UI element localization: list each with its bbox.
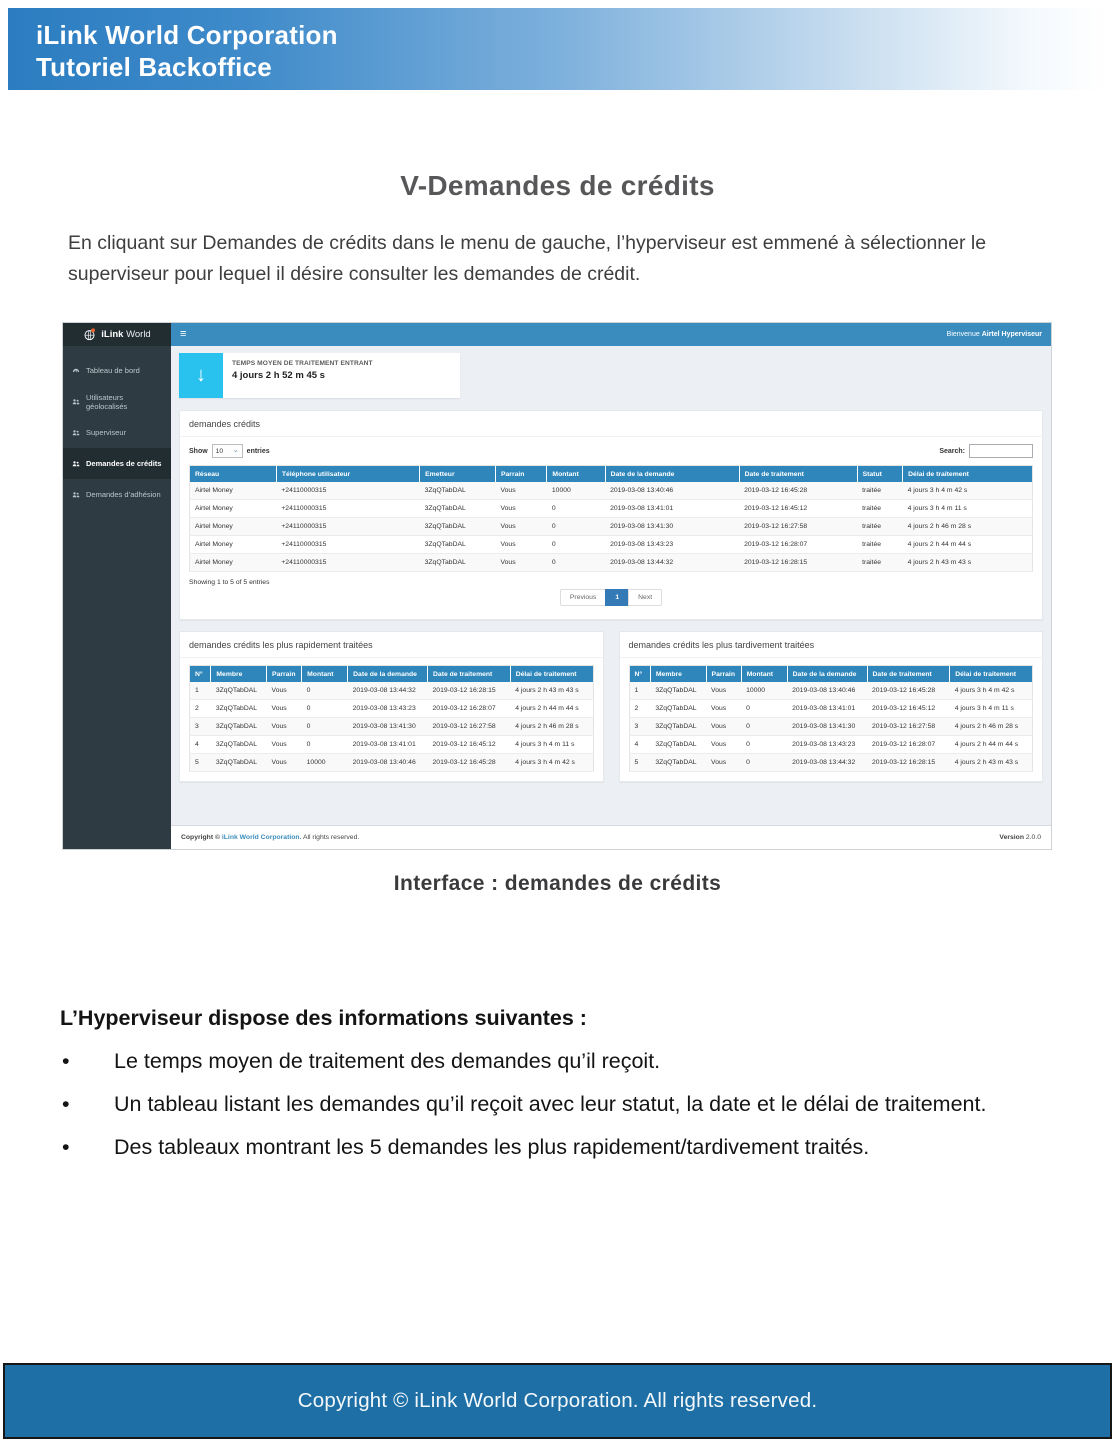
table-cell: 0	[302, 718, 348, 736]
panel-title: demandes crédits les plus tardivement traitées	[620, 632, 1043, 658]
panel-title: demandes crédits	[180, 411, 1042, 437]
app-sidebar	[63, 346, 171, 849]
table-cell: 2019-03-08 13:43:23	[787, 736, 867, 754]
bullet-item	[60, 1090, 1065, 1119]
table-cell: Vous	[495, 536, 546, 554]
panel-body	[180, 437, 1042, 619]
table-cell: 2019-03-12 16:27:58	[867, 718, 950, 736]
table-cell: traitée	[857, 536, 903, 554]
table-cell: 5	[190, 754, 211, 772]
table-cell: 2019-03-08 13:44:32	[787, 754, 867, 772]
table-cell: 4 jours 2 h 46 m 28 s	[510, 718, 593, 736]
table-cell: 3ZqQTabDAL	[420, 554, 496, 572]
table-cell: 5	[629, 754, 650, 772]
table-cell: 3ZqQTabDAL	[650, 682, 706, 700]
table-cell: 3ZqQTabDAL	[211, 700, 267, 718]
column-header[interactable]: Parrain	[267, 666, 302, 683]
table-cell: 4 jours 3 h 4 m 42 s	[903, 482, 1033, 500]
column-header[interactable]: Téléphone utilisateur	[276, 466, 419, 483]
column-header[interactable]: Parrain	[495, 466, 546, 483]
table-cell: Vous	[495, 500, 546, 518]
app-screenshot	[62, 322, 1052, 850]
table-cell: 4 jours 2 h 44 m 44 s	[950, 736, 1033, 754]
table-cell: 2019-03-08 13:41:30	[787, 718, 867, 736]
column-header[interactable]: Membre	[650, 666, 706, 683]
table-cell: 2019-03-12 16:45:28	[739, 482, 857, 500]
app-body	[63, 346, 1051, 849]
sidebar-item-label: Tableau de bord	[86, 366, 140, 375]
intro-paragraph: En cliquant sur Demandes de crédits dans le menu de gauche, l’hyperviseur est emmené à sélectionner le superviseur pour lequel il désire consulter les demandes de crédit.	[68, 232, 987, 285]
table-cell: 0	[302, 736, 348, 754]
table-row	[629, 682, 1033, 700]
table-cell: 2019-03-12 16:28:07	[428, 700, 511, 718]
search-input[interactable]	[969, 444, 1033, 458]
bullet-item	[60, 1047, 1065, 1076]
table-cell: 4 jours 3 h 4 m 11 s	[903, 500, 1033, 518]
column-header[interactable]: Parrain	[706, 666, 741, 683]
table-cell: Airtel Money	[190, 536, 277, 554]
bullet-text: Le temps moyen de traitement des demandes qu’il reçoit.	[114, 1049, 661, 1073]
table-cell: 4 jours 2 h 46 m 28 s	[903, 518, 1033, 536]
table-cell: +24110000315	[276, 500, 419, 518]
document-footer-text: Copyright © iLink World Corporation. All rights reserved.	[297, 1389, 818, 1412]
app-footer-version: Version 2.0.0	[999, 834, 1041, 841]
info-heading: L’Hyperviseur dispose des informations suivantes :	[60, 1006, 587, 1030]
table-cell: 4	[190, 736, 211, 754]
entries-label: entries	[246, 447, 270, 455]
table-cell: +24110000315	[276, 536, 419, 554]
table-cell: 2019-03-08 13:44:32	[348, 682, 428, 700]
table-cell: 3ZqQTabDAL	[650, 736, 706, 754]
table-cell: 2019-03-12 16:28:15	[867, 754, 950, 772]
table-cell: Vous	[706, 754, 741, 772]
table-controls	[189, 444, 1033, 458]
app-content	[171, 346, 1051, 849]
table-cell: Airtel Money	[190, 500, 277, 518]
table-cell: 2019-03-12 16:45:28	[867, 682, 950, 700]
table-cell: 3ZqQTabDAL	[420, 482, 496, 500]
bullet-text: Des tableaux montrant les 5 demandes les plus rapidement/tardivement traités.	[114, 1135, 870, 1159]
table-cell: traitée	[857, 500, 903, 518]
info-section	[60, 1006, 1065, 1176]
table-cell: 3ZqQTabDAL	[420, 536, 496, 554]
table-cell: traitée	[857, 554, 903, 572]
previous-page-button[interactable]: Previous	[560, 589, 606, 606]
column-header[interactable]: N°	[190, 666, 211, 683]
table-cell: Vous	[267, 682, 302, 700]
table-cell: 2019-03-08 13:43:23	[605, 536, 739, 554]
table-cell: 0	[741, 754, 787, 772]
table-cell: Vous	[706, 682, 741, 700]
table-cell: 0	[547, 536, 605, 554]
bullet-dot: •	[62, 1049, 70, 1073]
header-company-line: iLink World Corporation	[36, 20, 338, 50]
column-header[interactable]: Date de traitement	[867, 666, 950, 683]
stat-value: 4 jours 2 h 52 m 45 s	[232, 370, 325, 381]
column-header[interactable]: Emetteur	[420, 466, 496, 483]
header-subtitle-line: Tutoriel Backoffice	[36, 52, 272, 82]
sidebar-item-label: Superviseur	[86, 428, 127, 437]
search-label: Search:	[939, 447, 965, 455]
table-row	[190, 736, 594, 754]
table-cell: 2019-03-12 16:28:07	[739, 536, 857, 554]
column-header[interactable]: Délai de traitement	[950, 666, 1033, 683]
next-page-button[interactable]: Next	[628, 589, 662, 606]
app-topbar	[63, 323, 1051, 346]
table-cell: +24110000315	[276, 518, 419, 536]
column-header[interactable]: Montant	[302, 666, 348, 683]
table-cell: Vous	[706, 736, 741, 754]
app-navbar	[171, 323, 1051, 346]
panel-body	[620, 658, 1043, 781]
table-row	[190, 500, 1033, 518]
column-header[interactable]: Montant	[741, 666, 787, 683]
table-cell: 2019-03-08 13:43:23	[348, 700, 428, 718]
column-header[interactable]: Membre	[211, 666, 267, 683]
panel-title: demandes crédits les plus rapidement traitées	[180, 632, 603, 658]
table-cell: Vous	[267, 718, 302, 736]
table-cell: 2019-03-08 13:41:01	[348, 736, 428, 754]
table-cell: 2019-03-08 13:40:46	[787, 682, 867, 700]
table-cell: 4 jours 3 h 4 m 42 s	[950, 682, 1033, 700]
column-header[interactable]: Réseau	[190, 466, 277, 483]
table-cell: 1	[190, 682, 211, 700]
table-cell: 4 jours 2 h 43 m 43 s	[950, 754, 1033, 772]
table-cell: Airtel Money	[190, 518, 277, 536]
table-cell: 4 jours 2 h 43 m 43 s	[903, 554, 1033, 572]
table-row	[629, 754, 1033, 772]
table-cell: 0	[547, 518, 605, 536]
app-footer-copyright: Copyright © iLink World Corporation. All rights reserved.	[181, 834, 360, 841]
table-cell: 3	[190, 718, 211, 736]
table-row	[629, 700, 1033, 718]
table-cell: 3ZqQTabDAL	[650, 718, 706, 736]
table-cell: 3ZqQTabDAL	[650, 700, 706, 718]
column-header[interactable]: Date de traitement	[428, 666, 511, 683]
table-cell: 2019-03-12 16:28:15	[739, 554, 857, 572]
panel-body	[180, 658, 603, 781]
column-header[interactable]: Statut	[857, 466, 903, 483]
table-cell: Vous	[267, 754, 302, 772]
table-cell: Vous	[706, 718, 741, 736]
welcome-user[interactable]: Bienvenue Airtel Hyperviseur	[946, 331, 1042, 338]
app-logo[interactable]	[63, 323, 171, 346]
table-cell: 4 jours 2 h 46 m 28 s	[950, 718, 1033, 736]
table-cell: Airtel Money	[190, 554, 277, 572]
table-cell: 0	[741, 736, 787, 754]
column-header[interactable]: Date de la demande	[348, 666, 428, 683]
table-cell: Vous	[267, 700, 302, 718]
showing-entries-text: Showing 1 to 5 of 5 entries	[189, 579, 270, 586]
search-control	[939, 444, 1033, 458]
table-row	[629, 718, 1033, 736]
users-icon	[72, 460, 80, 468]
table-cell: 4	[629, 736, 650, 754]
table-cell: Vous	[495, 518, 546, 536]
table-cell: Airtel Money	[190, 482, 277, 500]
table-row	[629, 736, 1033, 754]
table-cell: +24110000315	[276, 554, 419, 572]
table-cell: Vous	[267, 736, 302, 754]
bullet-dot: •	[62, 1135, 70, 1159]
table-cell: 2019-03-08 13:41:01	[605, 500, 739, 518]
table-cell: 2019-03-12 16:45:12	[739, 500, 857, 518]
table-cell: 3ZqQTabDAL	[420, 518, 496, 536]
table-cell: 3ZqQTabDAL	[211, 718, 267, 736]
company-link[interactable]: iLink World Corporation.	[221, 834, 302, 841]
table-cell: +24110000315	[276, 482, 419, 500]
table-cell: 2	[190, 700, 211, 718]
demandes-credits-panel	[179, 410, 1043, 620]
table-cell: 0	[741, 718, 787, 736]
table-cell: traitée	[857, 518, 903, 536]
sidebar-item-demandes-de-credits[interactable]	[63, 448, 171, 479]
table-cell: 4 jours 2 h 43 m 43 s	[510, 682, 593, 700]
column-header[interactable]: Date de la demande	[787, 666, 867, 683]
document-footer-bar	[3, 1363, 1112, 1439]
column-header[interactable]: Délai de traitement	[510, 666, 593, 683]
show-label: Show	[189, 447, 208, 455]
table-cell: 2019-03-12 16:28:15	[428, 682, 511, 700]
sidebar-item-utilisateurs-geolocalises[interactable]	[63, 386, 171, 417]
tardivement-traitees-panel	[619, 631, 1044, 782]
tardivement-traitees-table	[629, 665, 1034, 772]
column-header[interactable]: Délai de traitement	[903, 466, 1033, 483]
entries-select[interactable]: 10 ⌄	[212, 444, 243, 458]
globe-icon	[83, 328, 96, 341]
table-cell: 3ZqQTabDAL	[211, 754, 267, 772]
table-cell: 3ZqQTabDAL	[211, 736, 267, 754]
rapidement-traitees-panel	[179, 631, 604, 782]
table-cell: 4 jours 3 h 4 m 11 s	[950, 700, 1033, 718]
table-cell: 2019-03-12 16:45:28	[428, 754, 511, 772]
table-cell: 0	[302, 682, 348, 700]
table-cell: 0	[547, 554, 605, 572]
table-cell: 3ZqQTabDAL	[650, 754, 706, 772]
table-cell: 3ZqQTabDAL	[420, 500, 496, 518]
table-cell: Vous	[706, 700, 741, 718]
stat-label: TEMPS MOYEN DE TRAITEMENT ENTRANT	[232, 360, 373, 367]
down-arrow-icon: ↓	[179, 353, 223, 398]
stat-text	[223, 353, 382, 398]
bottom-panels-row	[179, 631, 1043, 782]
table-cell: 3	[629, 718, 650, 736]
users-icon	[72, 429, 80, 437]
table-cell: 0	[302, 700, 348, 718]
sidebar-item-tableau-de-bord[interactable]	[63, 355, 171, 386]
table-cell: 4 jours 3 h 4 m 11 s	[510, 736, 593, 754]
table-cell: 0	[741, 700, 787, 718]
table-row	[190, 754, 594, 772]
sidebar-item-label: Demandes de crédits	[86, 459, 162, 468]
sidebar-item-label: Demandes d’adhésion	[86, 490, 161, 499]
table-cell: 2019-03-08 13:40:46	[605, 482, 739, 500]
users-icon	[72, 491, 80, 499]
users-icon	[72, 398, 80, 406]
page-1-button[interactable]: 1	[605, 589, 629, 606]
column-header[interactable]: N°	[629, 666, 650, 683]
table-cell: 4 jours 2 h 44 m 44 s	[510, 700, 593, 718]
table-cell: 2019-03-08 13:41:01	[787, 700, 867, 718]
bullet-dot: •	[62, 1092, 70, 1116]
sidebar-toggle-icon[interactable]: ≡	[180, 328, 187, 340]
table-cell: 2019-03-12 16:28:07	[867, 736, 950, 754]
rapidement-traitees-table	[189, 665, 594, 772]
table-cell: 2019-03-08 13:44:32	[605, 554, 739, 572]
sidebar-item-superviseur[interactable]	[63, 417, 171, 448]
demandes-credits-table	[189, 465, 1033, 572]
table-row	[190, 682, 594, 700]
table-cell: 2019-03-12 16:45:12	[867, 700, 950, 718]
column-header[interactable]: Date de traitement	[739, 466, 857, 483]
table-cell: 10000	[547, 482, 605, 500]
table-cell: 3ZqQTabDAL	[211, 682, 267, 700]
table-cell: 2019-03-08 13:41:30	[605, 518, 739, 536]
table-cell: 10000	[741, 682, 787, 700]
sidebar-item-label: Utilisateurs géolocalisés	[86, 392, 128, 411]
table-cell: 2	[629, 700, 650, 718]
table-cell: 2019-03-08 13:40:46	[348, 754, 428, 772]
entries-select-value: 10	[215, 447, 224, 455]
screenshot-caption: Interface : demandes de crédits	[393, 872, 722, 895]
table-cell: 2019-03-12 16:27:58	[428, 718, 511, 736]
table-row	[190, 554, 1033, 572]
table-row	[190, 518, 1033, 536]
table-row	[190, 482, 1033, 500]
tachometer-icon	[72, 367, 80, 375]
bullet-text: Un tableau listant les demandes qu’il reçoit avec leur statut, la date et le délai de traitement.	[114, 1092, 987, 1116]
table-cell: 4 jours 3 h 4 m 42 s	[510, 754, 593, 772]
sidebar-item-demandes-adhesion[interactable]	[63, 479, 171, 510]
bullet-item	[60, 1133, 1065, 1162]
table-cell: Vous	[495, 482, 546, 500]
pagination	[189, 589, 1033, 606]
table-cell: 2019-03-12 16:45:12	[428, 736, 511, 754]
show-entries-control	[189, 444, 270, 458]
app-footer	[171, 825, 1051, 849]
table-cell: 10000	[302, 754, 348, 772]
table-cell: 2019-03-08 13:41:30	[348, 718, 428, 736]
table-cell: traitée	[857, 482, 903, 500]
table-cell: 0	[547, 500, 605, 518]
table-row	[190, 718, 594, 736]
table-cell: Vous	[495, 554, 546, 572]
table-cell: 1	[629, 682, 650, 700]
stat-card-temps-moyen	[179, 353, 460, 398]
table-row	[190, 700, 594, 718]
brand-text: iLink World	[101, 329, 151, 340]
table-cell: 4 jours 2 h 44 m 44 s	[903, 536, 1033, 554]
page-title: V-Demandes de crédits	[400, 170, 715, 201]
document-header-banner	[8, 8, 1107, 90]
table-row	[190, 536, 1033, 554]
column-header[interactable]: Date de la demande	[605, 466, 739, 483]
table-cell: 2019-03-12 16:27:58	[739, 518, 857, 536]
column-header[interactable]: Montant	[547, 466, 605, 483]
